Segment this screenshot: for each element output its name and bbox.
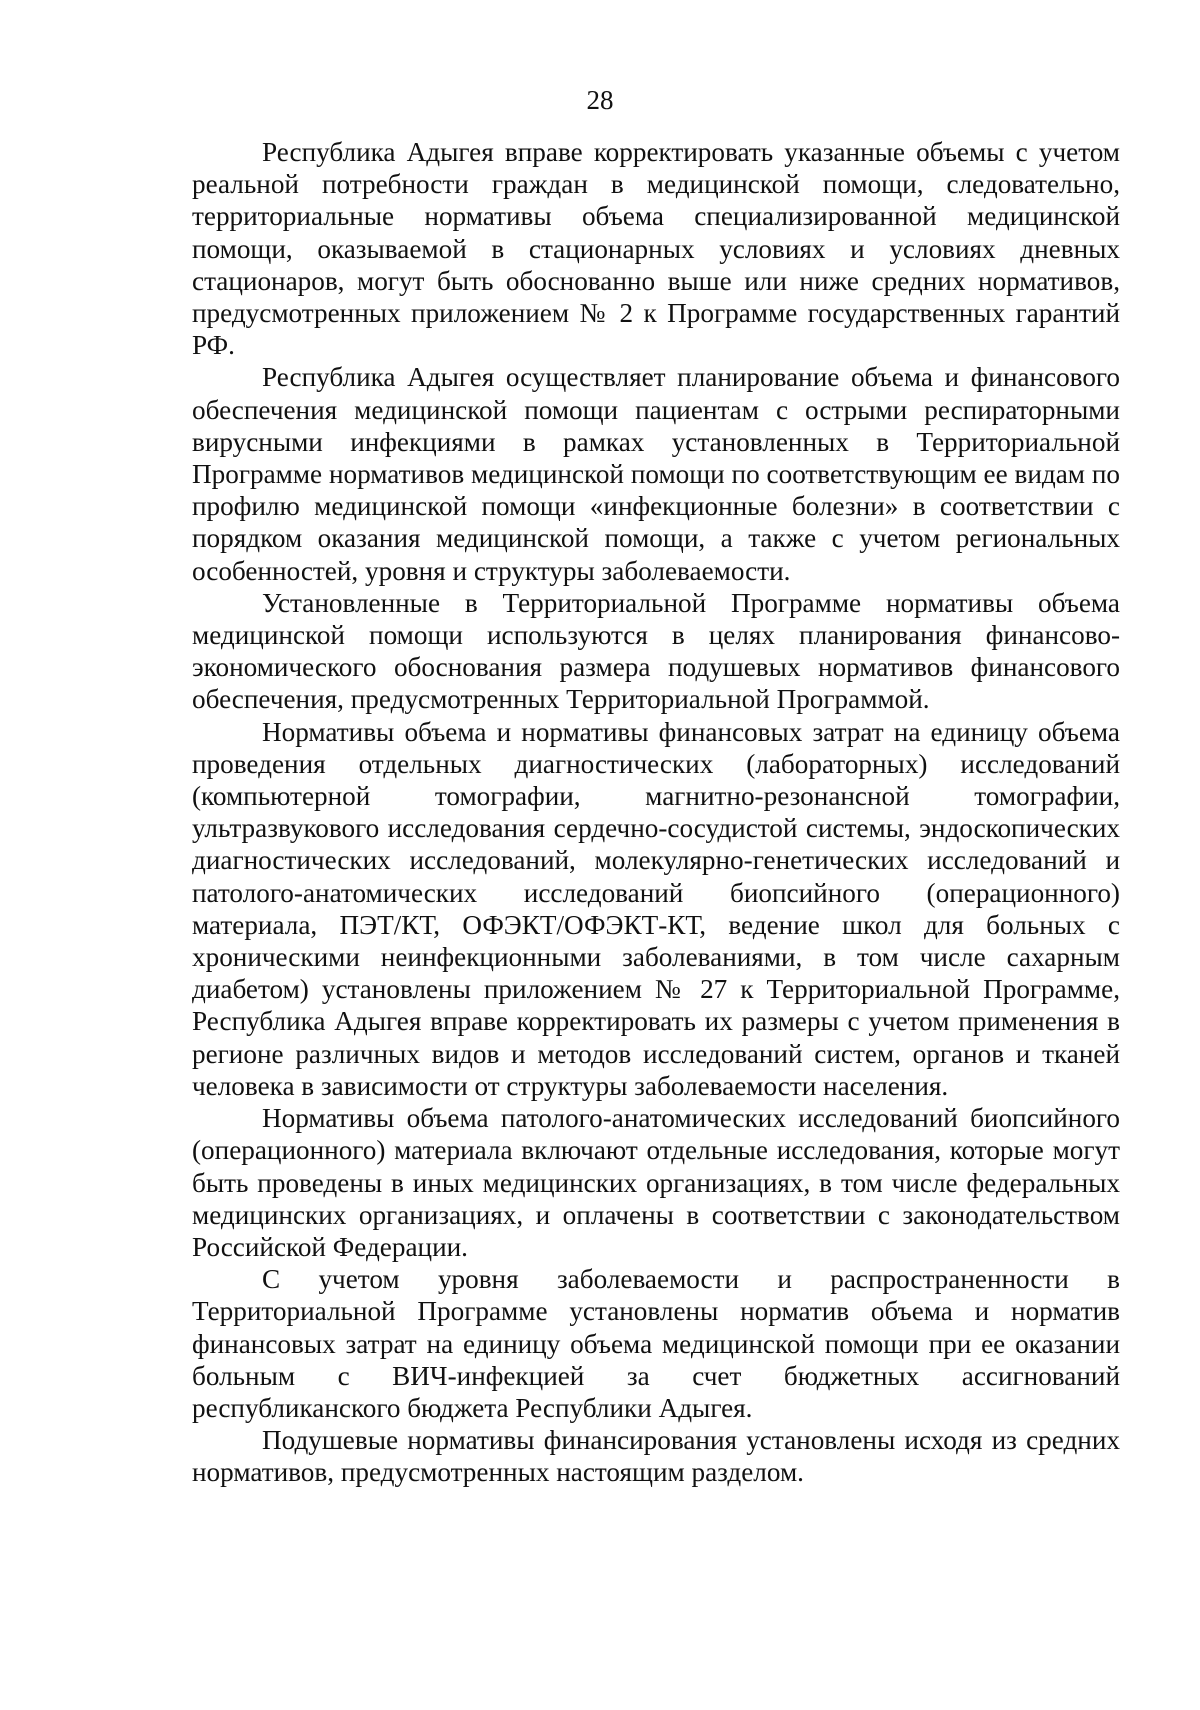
paragraph-7: Подушевые нормативы финансирования установлены исходя из средних нормативов, предусмотренных настоящим разделом. — [192, 1425, 1120, 1488]
paragraph-3: Установленные в Территориальной Программе нормативы объема медицинской помощи используются в целях планирования финансово-экономического обоснования размера подушевых нормативов финансового обеспечения, предусмотренных Территориальной Программой. — [192, 587, 1120, 715]
paragraph-2: Республика Адыгея осуществляет планирование объема и финансового обеспечения медицинской помощи пациентам с острыми респираторными вирусными инфекциями в рамках установленных в Территориальной Программе нормативов медицинской помощи по соответствующим ее видам по профилю медицинской помощи «инфекционные болезни» в соответствии с порядком оказания медицинской помощи, а также с учетом региональных особенностей, уровня и структуры заболеваемости. — [192, 362, 1120, 586]
page-number: 28 — [586, 85, 614, 115]
paragraph-5: Нормативы объема патолого-анатомических исследований биопсийного (операционного) материала включают отдельные исследования, которые могут быть проведены в иных медицинских организациях, в том числе федеральных медицинских организациях, и оплачены в соответствии с законодательством Российской Федерации. — [192, 1103, 1120, 1262]
paragraph-1: Республика Адыгея вправе корректировать указанные объемы с учетом реальной потребности граждан в медицинской помощи, следовательно, территориальные нормативы объема специализированной медицинской помощи, оказываемой в стационарных условиях и условиях дневных стационаров, могут быть обоснованно выше или ниже средних нормативов, предусмотренных приложением № 2 к Программе государственных гарантий РФ. — [192, 137, 1120, 361]
document-body — [192, 136, 1120, 1489]
paragraph-6: С учетом уровня заболеваемости и распространенности в Территориальной Программе установлены норматив объема и норматив финансовых затрат на единицу объема медицинской помощи при ее оказании больным с ВИЧ-инфекцией за счет бюджетных ассигнований республиканского бюджета Республики Адыгея. — [192, 1264, 1120, 1423]
paragraph-4: Нормативы объема и нормативы финансовых затрат на единицу объема проведения отдельных диагностических (лабораторных) исследований (компьютерной томографии, магнитно-резонансной томографии, ультразвукового исследования сердечно-сосудистой системы, эндоскопических диагностических исследований, молекулярно-генетических исследований и патолого-анатомических исследований биопсийного (операционного) материала, ПЭТ/КТ, ОФЭКТ/ОФЭКТ-КТ, ведение школ для больных с хроническими неинфекционными заболеваниями, в том числе сахарным диабетом) установлены приложением № 27 к Территориальной Программе, Республика Адыгея вправе корректировать их размеры с учетом применения в регионе различных видов и методов исследований систем, органов и тканей человека в зависимости от структуры заболеваемости населения. — [192, 716, 1120, 1101]
